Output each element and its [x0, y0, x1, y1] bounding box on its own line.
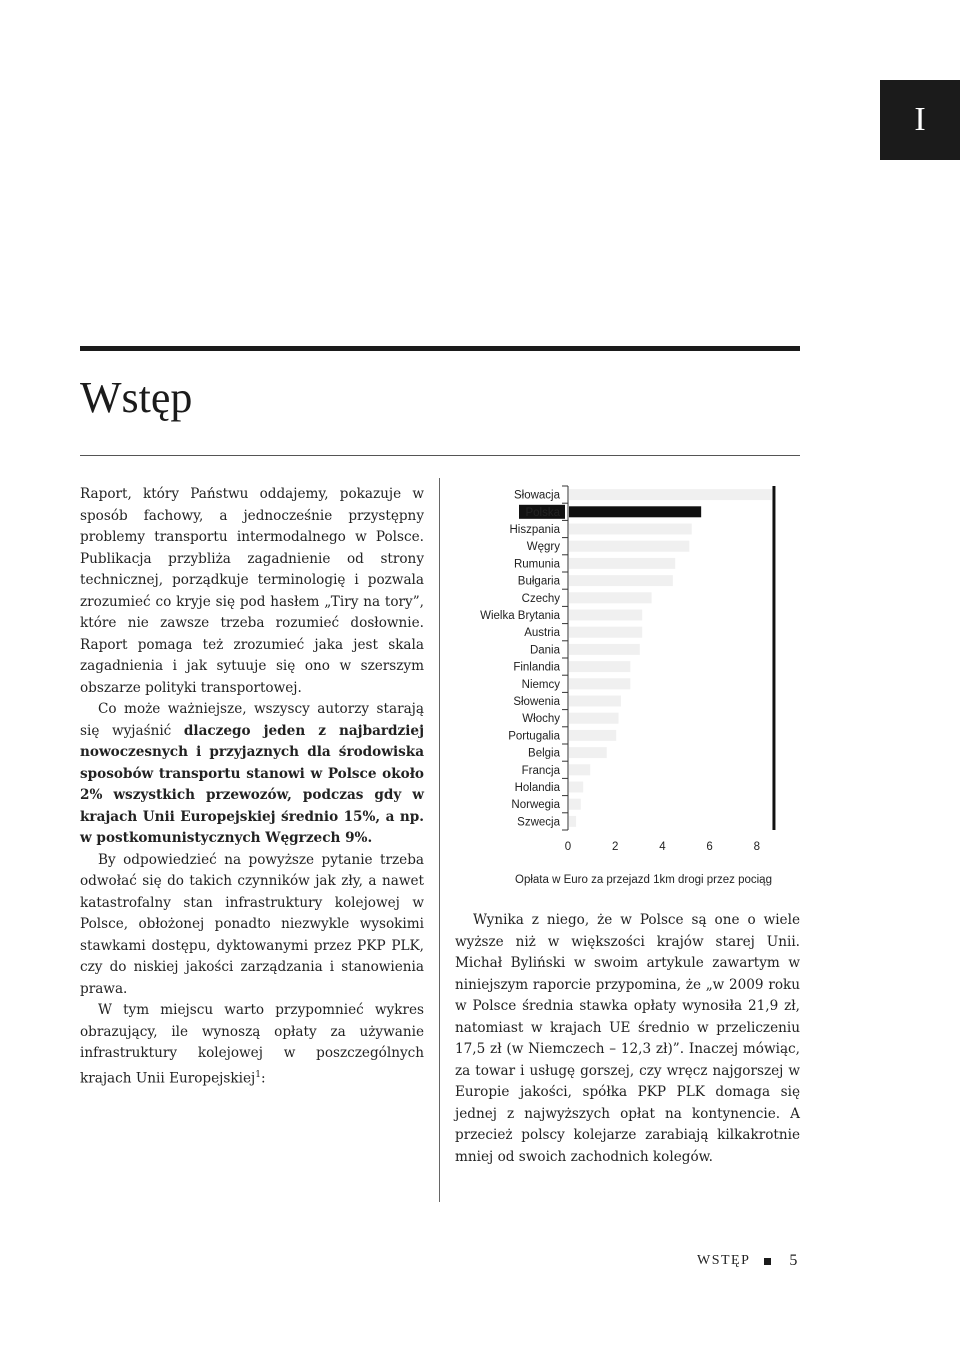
x-tick-label: 2 — [611, 841, 619, 853]
category-label: Belgia — [528, 747, 560, 760]
body-paragraph — [80, 850, 424, 1001]
category-label: Rumunia — [513, 558, 560, 571]
paragraph-text: Co może ważniejsze, wszyscy autorzy starają się wyjaśnić — [80, 701, 424, 739]
body-paragraph — [80, 699, 424, 850]
category-label: Niemcy — [521, 678, 560, 691]
bar — [569, 678, 630, 689]
x-tick-label: 8 — [753, 841, 761, 853]
right-column-text: Wynika z niego, że w Polsce są one o wiele wyższe niż w większości krajów starej Unii. Michał Byliński w swoim artykule zawartym w niniejszym raporcie przypomina, że „w 2009 roku w Polsce średnia stawka opłaty wynosiła 21,9 zł, natomiast w krajach UE średnio w przeliczeniu 17,5 zł (w Niemczech – 12,3 zł)”. Inaczej mówiąc, za towar i usługę gorszej, czy wręcz najgorszej w Europie jakości, spółka PKP PLK domaga się jednej z najwyższych opłat na kontynencie. A przecież polscy kolejarze zarabiają kilkakrotnie mniej od swoich zachodnich kolegów. — [455, 912, 800, 1165]
fee-bar-chart — [455, 478, 800, 888]
bar — [569, 782, 583, 793]
paragraph-text: W tym miejscu warto przypomnieć wykres obrazujący, ile wynoszą opłaty za używanie infrastruktury kolejowej w poszczególnych krajach Unii Europejskiej — [80, 1002, 424, 1087]
category-label: Austria — [524, 627, 560, 640]
page-title: Wstęp — [80, 373, 193, 422]
chapter-number: I — [914, 101, 926, 138]
category-label: Holandia — [514, 782, 560, 794]
category-label: Węgry — [526, 541, 560, 554]
column-divider — [439, 478, 440, 1202]
category-label: Słowenia — [513, 696, 560, 708]
footer-square-icon — [764, 1258, 771, 1265]
bar — [569, 575, 673, 586]
footnote-marker: 1 — [255, 1069, 261, 1080]
category-label: Hiszpania — [509, 524, 560, 536]
paragraph-text: : — [260, 1070, 266, 1087]
left-column-text — [80, 484, 424, 1090]
bar — [569, 524, 692, 535]
heading-rule-thin — [80, 455, 800, 456]
bar — [569, 541, 689, 552]
bar — [569, 506, 701, 517]
x-tick-label: 0 — [564, 841, 572, 853]
category-label: Włochy — [522, 713, 560, 726]
bar — [569, 799, 581, 810]
chapter-tab — [880, 80, 960, 160]
heading-rule-thick — [80, 346, 800, 351]
paragraph-text: By odpowiedzieć na powyższe pytanie trzeba odwołać się do takich czynników jak zły, a nawet katastrofalny stan infrastruktury kolejowej w Polsce, obłożonej ponadto niezwykle wysokimi stawkami dostępu, dyktowanymi przez PKP PLK, czy do niskiej jakości zarządzania i stanowienia prawa. — [80, 851, 424, 997]
category-label: Dania — [529, 644, 560, 657]
bar — [569, 489, 772, 500]
x-tick-label: 6 — [706, 841, 713, 853]
bold-emphasis: dlaczego jeden z najbardziej nowoczesnych i przyjaznych dla środowiska sposobów transportu stanowi w Polsce około 2% wszystkich przewozów, podczas gdy w krajach Unii Europejskiej średnio 15%, a np. w postkomunistycznych Węgrzech 9%. — [80, 722, 424, 846]
category-label: Słowacja — [513, 489, 560, 502]
bar — [569, 730, 616, 741]
category-label: Norwegia — [511, 799, 560, 812]
x-tick-label: 4 — [659, 841, 666, 853]
category-label: Francja — [521, 764, 560, 777]
bar — [569, 713, 619, 724]
category-label: Wielka Brytania — [480, 610, 560, 622]
category-label: Polska — [525, 506, 560, 519]
bar — [569, 610, 642, 621]
bar — [569, 627, 642, 638]
bar — [569, 558, 675, 569]
paragraph-text: Raport, który Państwu oddajemy, pokazuje w sposób fachowy, a jednocześnie przystępny problemy transportu intermodalnego w Polsce. Publikacja przybliża zagadnienie od strony technicznej, porządkuje terminologię i pozwala zrozumieć co kryje się pod hasłem „Tiry na tory”, które nie zawsze trzeba rozumieć dosłownie. Raport pomaga też zrozumieć jaka jest skala zagadnienia i jak sytuuje się ono w szerszym obszarze polityki transportowej. — [80, 486, 424, 696]
bar — [569, 747, 607, 758]
bar — [569, 696, 621, 707]
bar — [569, 764, 590, 775]
category-label: Portugalia — [508, 730, 560, 743]
bar — [569, 644, 640, 655]
category-label: Szwecja — [517, 816, 560, 829]
category-label: Finlandia — [513, 661, 560, 674]
page-number: 5 — [789, 1252, 798, 1269]
bar — [569, 661, 630, 672]
page-footer — [697, 1252, 797, 1270]
category-label: Czechy — [521, 592, 560, 605]
body-paragraph — [80, 1000, 424, 1090]
x-axis-label: Opłata w Euro za przejazd 1km drogi przez pociąg — [515, 874, 772, 886]
body-paragraph — [80, 484, 424, 699]
category-label: Bułgaria — [517, 575, 560, 588]
bar — [569, 592, 652, 603]
bar — [569, 816, 576, 827]
footer-section-name: WSTĘP — [697, 1253, 751, 1268]
